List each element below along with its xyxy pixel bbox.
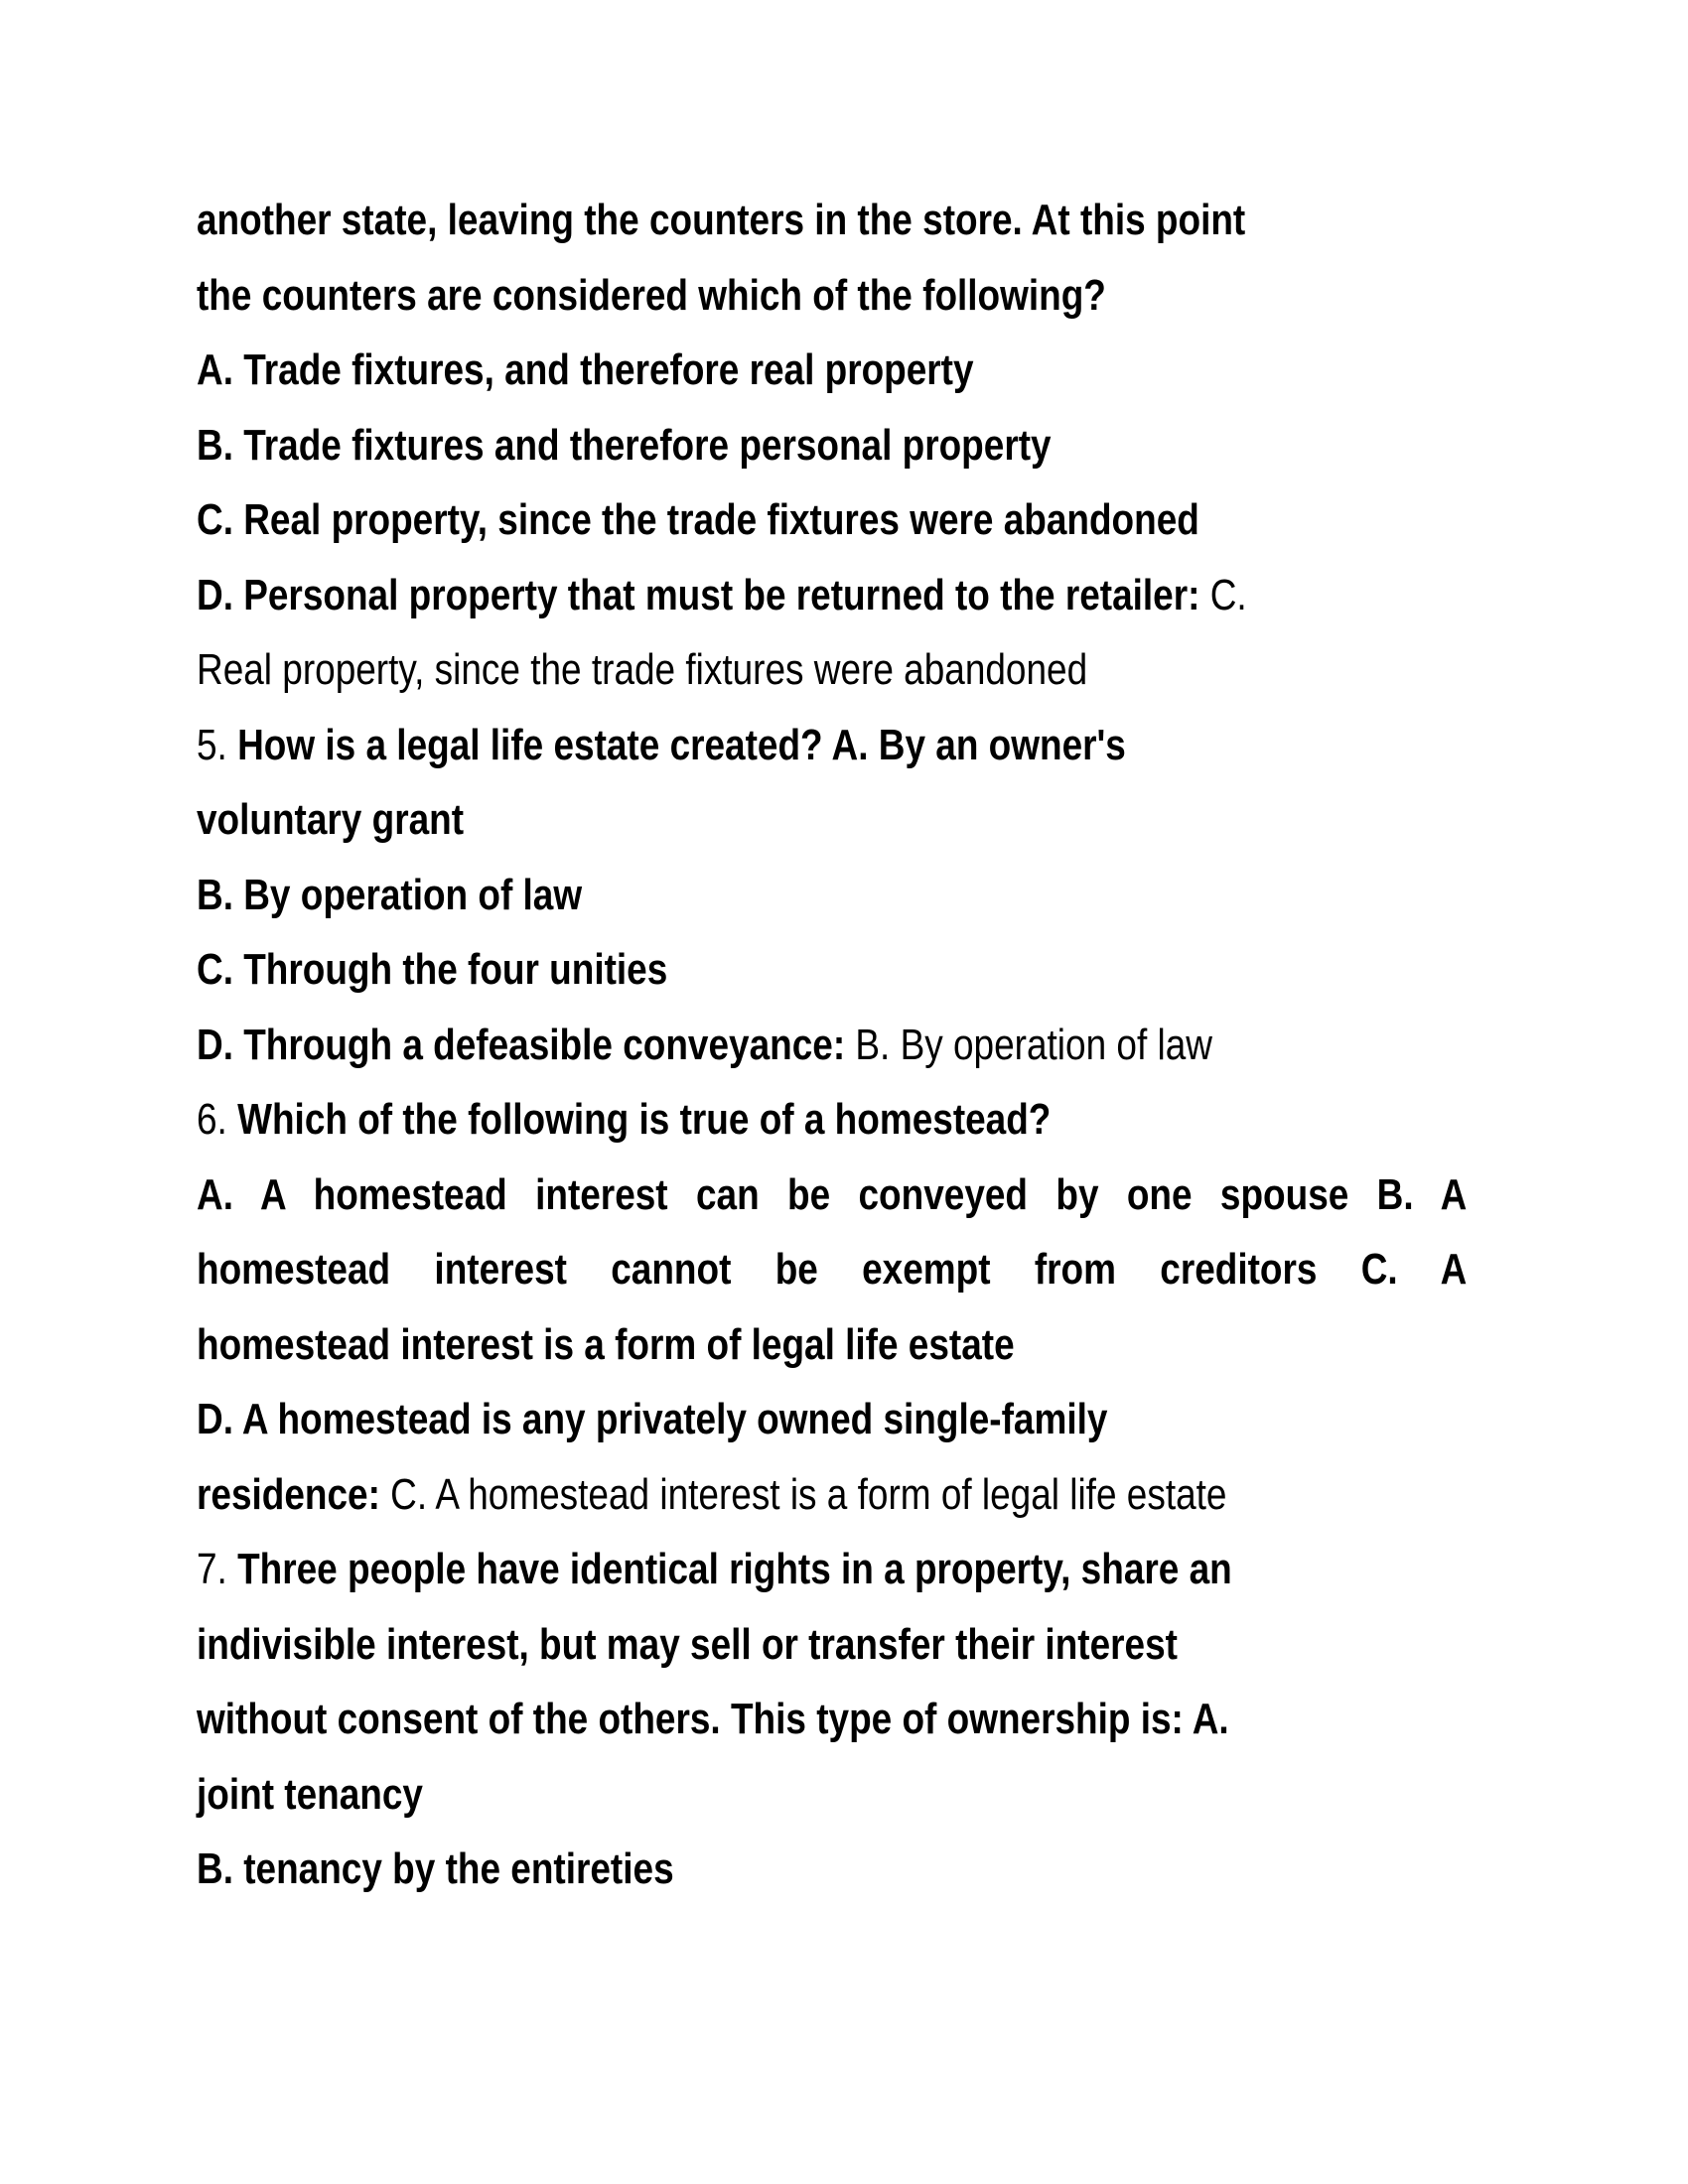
answer-text: Real property, since the trade fixtures were abandoned <box>197 645 1088 694</box>
question-text: homestead interest is a form of legal life estate <box>197 1319 1015 1369</box>
question-text: C. Through the four unities <box>197 945 668 994</box>
question-text: Three people have identical rights in a property, share an <box>237 1545 1232 1593</box>
text-line <box>197 1619 1178 1671</box>
text-line <box>197 1769 423 1821</box>
question-text: residence: <box>197 1469 380 1519</box>
question-number: 5. <box>197 720 238 769</box>
question-text: B. tenancy by the entireties <box>197 1844 674 1893</box>
question-text: A. Trade fixtures, and therefore real property <box>197 345 974 394</box>
question-text: joint tenancy <box>197 1769 423 1819</box>
question-text: another state, leaving the counters in the store. At this point <box>197 196 1246 244</box>
text-line <box>197 720 1126 771</box>
question-text: homestead interest cannot be exempt from creditors C. A <box>197 1245 1468 1294</box>
text-line <box>197 1244 1467 1296</box>
text-line <box>197 1394 1107 1445</box>
text-line <box>197 794 464 846</box>
question-text: C. Real property, since the trade fixtures were abandoned <box>197 495 1199 544</box>
text-line <box>197 644 1087 696</box>
question-text: B. Trade fixtures and therefore personal property <box>197 420 1052 470</box>
question-text: Which of the following is true of a homestead? <box>237 1095 1052 1144</box>
question-text: How is a legal life estate created? A. By an owner's <box>237 720 1126 769</box>
answer-text: B. By operation of law <box>845 1020 1212 1069</box>
text-line <box>197 1694 1229 1745</box>
question-text: D. Through a defeasible conveyance: <box>197 1020 846 1069</box>
text-line <box>197 420 1052 472</box>
text-line <box>197 570 1247 621</box>
question-text: D. A homestead is any privately owned single-family <box>197 1395 1108 1443</box>
question-text: the counters are considered which of the following? <box>197 270 1106 320</box>
text-line <box>197 944 667 996</box>
text-line <box>197 270 1106 322</box>
question-text: without consent of the others. This type of ownership is: A. <box>197 1695 1229 1743</box>
text-line <box>197 494 1199 546</box>
text-line <box>197 1319 1015 1371</box>
question-text: D. Personal property that must be returned to the retailer: <box>197 570 1200 619</box>
text-line <box>197 1169 1467 1221</box>
text-line <box>197 1020 1212 1071</box>
answer-text: C. <box>1199 570 1247 619</box>
text-line <box>197 1094 1051 1146</box>
answer-text: C. A homestead interest is a form of legal life estate <box>379 1469 1227 1519</box>
question-number: 6. <box>197 1095 238 1144</box>
question-text: indivisible interest, but may sell or transfer their interest <box>197 1619 1178 1669</box>
question-text: A. A homestead interest can be conveyed by one spouse B. A <box>197 1169 1468 1219</box>
text-line <box>197 344 974 396</box>
question-text: voluntary grant <box>197 795 465 844</box>
text-line <box>197 1544 1232 1595</box>
text-line <box>197 1843 674 1895</box>
question-number: 7. <box>197 1545 238 1593</box>
text-line <box>197 195 1245 246</box>
text-line <box>197 870 582 921</box>
text-line <box>197 1469 1226 1521</box>
question-text: B. By operation of law <box>197 870 583 919</box>
